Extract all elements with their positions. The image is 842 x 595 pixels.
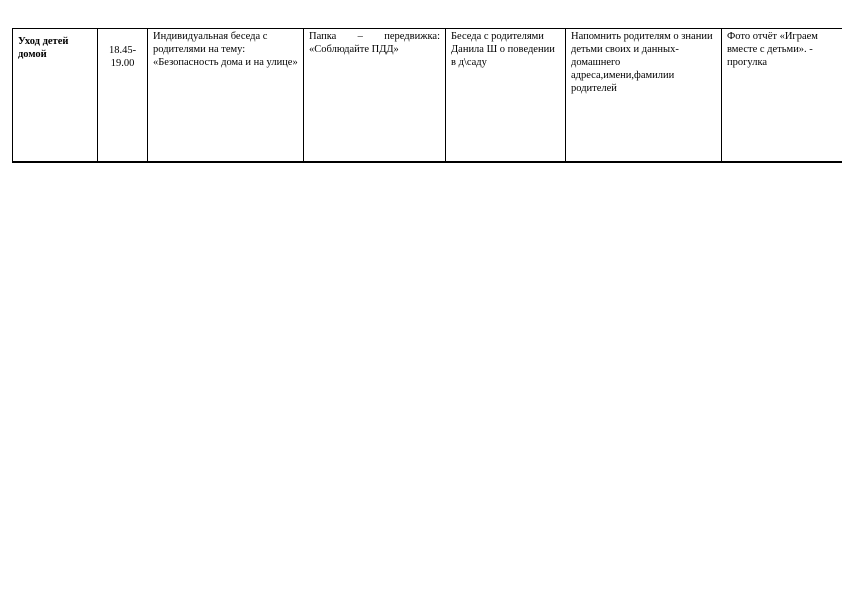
period-label: Уход детей домой xyxy=(18,35,69,60)
table-row xyxy=(13,29,842,162)
parent-talk-cell xyxy=(446,29,566,162)
time-cell xyxy=(98,29,148,162)
schedule-table xyxy=(12,28,842,163)
folder-word-1: Папка xyxy=(309,31,337,42)
reminder-cell xyxy=(566,29,722,162)
folder-word-2: передвижка: xyxy=(384,31,440,42)
reminder-text: Напомнить родителям о знании детьми своих и данных- домашнего адреса,имени,фамилии родителей xyxy=(571,31,713,94)
individual-talk-cell xyxy=(148,29,304,162)
folder-dash: – xyxy=(357,31,363,42)
individual-talk-text: Индивидуальная беседа с родителями на тему: «Безопасность дома и на улице» xyxy=(153,31,298,68)
photo-report-text: Фото отчёт «Играем вместе с детьми». - прогулка xyxy=(727,31,818,68)
photo-report-cell xyxy=(722,29,842,162)
folder-first-line xyxy=(309,30,440,43)
folder-title: «Соблюдайте ПДД» xyxy=(309,44,399,55)
period-cell xyxy=(13,29,98,162)
time-value: 18.45-19.00 xyxy=(108,45,137,69)
parent-talk-text: Беседа с родителями Данила Ш о поведении в д\саду xyxy=(451,31,555,68)
folder-cell xyxy=(304,29,446,162)
